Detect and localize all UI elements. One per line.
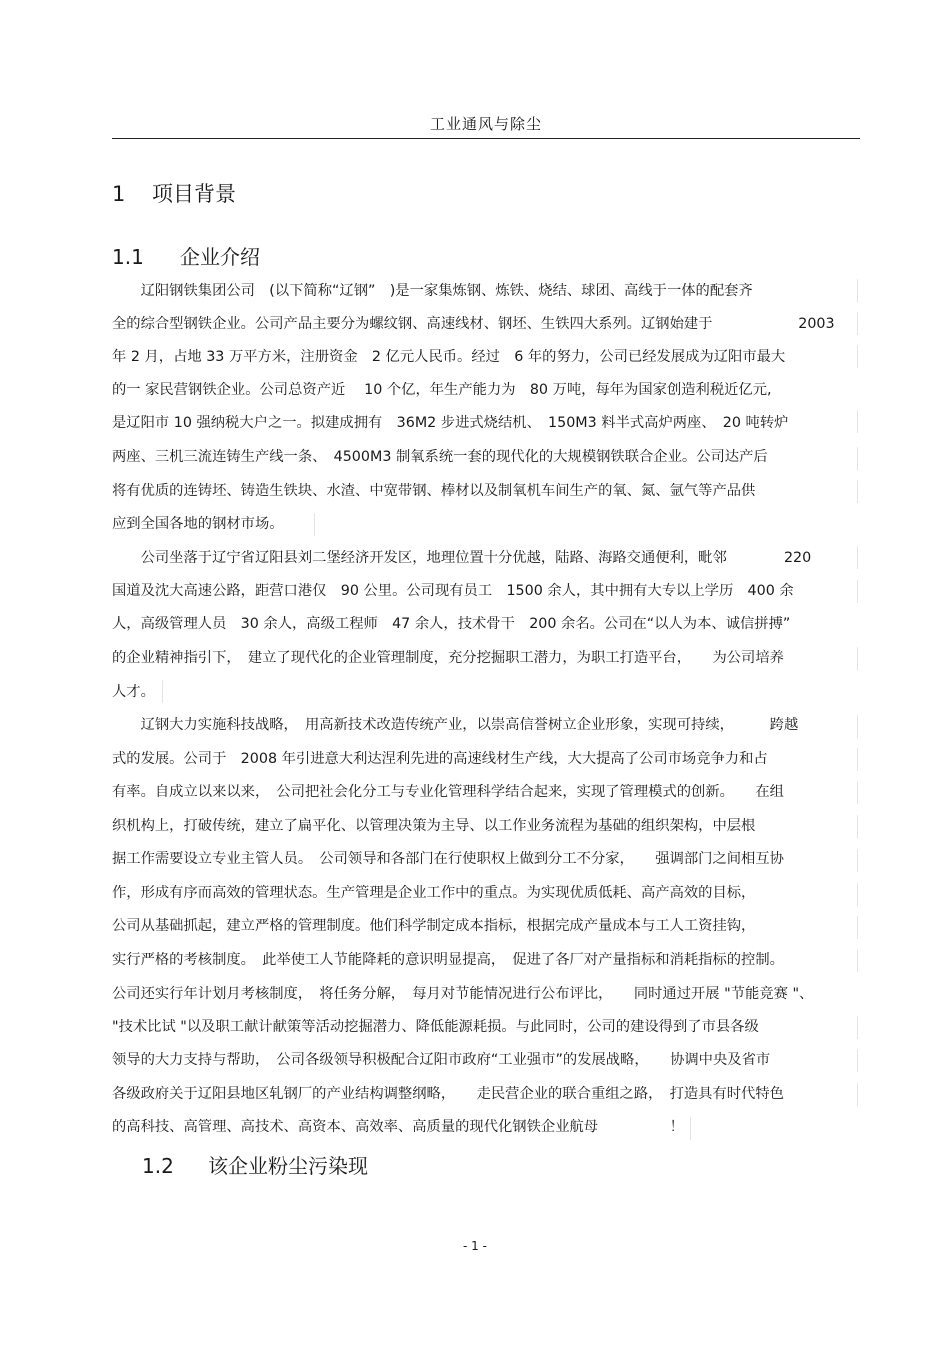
body-line: 作，形成有序而高效的管理状态。生产管理是企业工作中的重点。为实现优质低耗、高产高效的目标， — [112, 885, 756, 901]
body-line: 辽阳钢铁集团公司 (以下简称“辽钢” )是一家集炼钢、炼铁、烧结、球团、高线于一体的配套齐 — [112, 283, 753, 299]
section-title: 项目背景 — [152, 182, 236, 206]
body-line: 各级政府关于辽阳县地区轧钢厂的产业结构调整纲略， 走民营企业的联合重组之路， 打造具有时代特色 — [112, 1086, 784, 1102]
guide-mark — [857, 1049, 858, 1072]
body-line: 国道及沈大高速公路，距营口港仅 90 公里。公司现有员工 1500 余人，其中拥有大专以上学历 400 余 — [112, 583, 794, 599]
guide-mark — [857, 1083, 858, 1106]
running-header: 工业通风与除尘 — [429, 115, 542, 133]
body-line: "技术比试 "以及职工献计献策等活动挖掘潜力、降低能源耗损。与此同时，公司的建设得到了市县各级 — [112, 1019, 759, 1035]
guide-mark — [857, 748, 858, 771]
subsection-number: 1.2 — [142, 1154, 174, 1178]
guide-mark — [857, 815, 858, 838]
body-line: 织机构上，打破传统，建立了扁平化、以管理决策为主导、以工作业务流程为基础的组织架构，中层根 — [112, 818, 756, 834]
guide-mark — [857, 279, 858, 302]
body-line: 公司还实行年计划月考核制度， 将任务分解， 每月对节能情况进行公布评比， 同时通过开展 "节能竞赛 "、 — [112, 986, 814, 1002]
body-line: 辽钢大力实施科技战略， 用高新技术改造传统产业，以崇高信誉树立企业形象，实现可持续， 跨越 — [112, 717, 799, 733]
body-line: 的一 家民营钢铁企业。公司总资产近 10 个亿，年生产能力为 80 万吨，每年为国家创造利税近亿元, — [112, 382, 772, 398]
guide-mark — [857, 715, 858, 738]
section-heading — [112, 178, 236, 208]
body-line: 人才。 — [112, 684, 155, 700]
body-line: 领导的大力支持与帮助， 公司各级领导积极配合辽阳市政府“工业强市”的发展战略， 协调中央及省市 — [112, 1052, 771, 1068]
guide-mark — [857, 447, 858, 470]
body-line: 据工作需要设立专业主管人员。 公司领导和各部门在行使职权上做到分工不分家， 强调部门之间相互协 — [112, 851, 784, 867]
page-number: - 1 - — [463, 1239, 487, 1253]
body-line: 将有优质的连铸坯、铸造生铁块、水渣、中宽带钢、棒材以及制氧机车间生产的氧、氮、氩气等产品供 — [112, 483, 756, 499]
guide-mark — [857, 883, 858, 906]
body-line: 人，高级管理人员 30 余人，高级工程师 47 余人，技术骨干 200 余名。公司在“以人为本、诚信拼搏” — [112, 616, 791, 632]
subsection-heading-1-2 — [142, 1150, 368, 1179]
body-line: 公司从基础抓起，建立严格的管理制度。他们科学制定成本指标，根据完成产量成本与工人工资挂钩， — [112, 918, 756, 934]
body-line: 的高科技、高管理、高技术、高资本、高效率、高质量的现代化钢铁企业航母 ！ — [112, 1119, 684, 1135]
body-line: 实行严格的考核制度。 此举使工人节能降耗的意识明显提高， 促进了各厂对产量指标和消耗指标的控制。 — [112, 952, 784, 968]
guide-mark — [690, 1117, 691, 1140]
guide-mark — [857, 410, 858, 433]
guide-mark — [857, 781, 858, 804]
guide-mark — [857, 546, 858, 569]
guide-mark — [857, 480, 858, 503]
guide-mark — [314, 513, 315, 536]
body-line: 全的综合型钢铁企业。公司产品主要分为螺纹钢、高速线材、钢坯、生铁四大系列。辽钢始建于 2003 — [112, 316, 835, 332]
guide-mark — [857, 949, 858, 972]
subsection-heading-1-1 — [112, 241, 260, 270]
body-line: 式的发展。公司于 2008 年引进意大利达涅利先进的高速线材生产线，大大提高了公司市场竞争力和占 — [112, 751, 768, 767]
body-line: 年 2 月，占地 33 万平方米，注册资金 2 亿元人民币。经过 6 年的努力，公司已经发展成为辽阳市最大 — [112, 349, 786, 365]
subsection-title: 该企业粉尘污染现 — [208, 1154, 368, 1178]
header-rule — [112, 138, 860, 139]
body-line: 有率。自成立以来以来， 公司把社会化分工与专业化管理科学结合起来，实现了管理模式的创新。 在组 — [112, 784, 784, 800]
body-line: 是辽阳市 10 强纳税大户之一。拟建成拥有 36M2 步进式烧结机、 150M3 料半式高炉两座、 20 吨转炉 — [112, 415, 789, 431]
body-line: 公司坐落于辽宁省辽阳县刘二堡经济开发区，地理位置十分优越，陆路、海路交通便利，毗邻 220 — [112, 550, 812, 566]
section-number: 1 — [112, 182, 126, 206]
guide-mark — [857, 916, 858, 939]
guide-mark — [857, 345, 858, 368]
guide-mark — [857, 312, 858, 335]
guide-mark — [857, 647, 858, 670]
body-line: 两座、三机三流连铸生产线一条、 4500M3 制氧系统一套的现代化的大规模钢铁联合企业。公司达产后 — [112, 449, 768, 465]
guide-mark — [162, 680, 163, 703]
body-line: 应到全国各地的钢材市场。 — [112, 516, 284, 532]
guide-mark — [857, 849, 858, 872]
guide-mark — [857, 580, 858, 603]
body-line: 的企业精神指引下， 建立了现代化的企业管理制度，充分挖掘职工潜力，为职工打造平台， 为公司培养 — [112, 650, 784, 666]
subsection-number: 1.1 — [112, 245, 144, 269]
guide-mark — [857, 1016, 858, 1039]
subsection-title: 企业介绍 — [180, 245, 260, 269]
